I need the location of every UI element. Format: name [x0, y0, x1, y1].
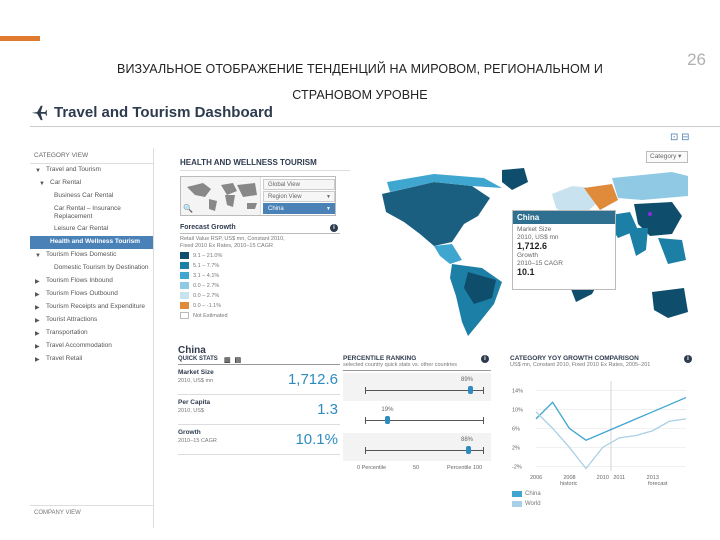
- sidebar-item-label: Health and Wellness Tourism: [50, 238, 141, 245]
- sidebar-item-car-rental[interactable]: [30, 177, 153, 190]
- legend-item: [180, 291, 340, 300]
- export-icon[interactable]: ⊡ ⊟: [670, 132, 690, 143]
- quick-stat-value: 10.1%: [295, 431, 338, 448]
- percentile-axis-max: Percentile 100: [447, 465, 483, 471]
- info-icon[interactable]: i: [330, 224, 338, 232]
- percentile-track: [365, 450, 483, 451]
- china-popup: [512, 210, 616, 290]
- chart-toggle-icon[interactable]: ▥ ▤: [224, 357, 243, 364]
- y-tick-label: 14%: [512, 388, 524, 395]
- yoy-line-chart[interactable]: [510, 375, 688, 485]
- percentile-row: [343, 433, 491, 461]
- china-popup-title: China: [513, 211, 615, 224]
- sidebar-item-label: Travel and Tourism: [46, 166, 101, 173]
- percentile-track: [365, 390, 483, 391]
- mini-map-graphic: [181, 177, 261, 215]
- map-marker-china: [648, 212, 652, 216]
- legend-label: 9.1 – 21.0%: [193, 252, 223, 259]
- sidebar-header: CATEGORY VIEW: [30, 148, 153, 164]
- sidebar-item-label: Tourism Flows Inbound: [46, 277, 113, 284]
- popup-size-label: Market Size: [517, 226, 552, 233]
- legend-label: 3.1 – 4.1%: [193, 272, 220, 279]
- sidebar-item-label: Domestic Tourism by Destination: [54, 264, 149, 271]
- legend-swatch: [180, 282, 189, 289]
- legend-item: [512, 489, 541, 499]
- legend-item: [512, 499, 541, 509]
- popup-growth-value: 10.1: [517, 267, 535, 277]
- chevron-right-icon: ▶: [35, 331, 40, 337]
- sidebar-item-label: Car Rental – Insurance Replacement: [54, 205, 121, 220]
- forecast-label: forecast: [648, 481, 668, 487]
- dashboard-title: Travel and Tourism Dashboard: [54, 103, 273, 121]
- yoy-title: CATEGORY YOY GROWTH COMPARISON i: [510, 355, 688, 362]
- percentile-track-end: [483, 417, 484, 424]
- view-selector: [263, 179, 335, 215]
- magnifier-icon[interactable]: 🔍: [183, 204, 193, 213]
- percentile-track-start: [365, 447, 366, 454]
- slide-title-line1: ВИЗУАЛЬНОЕ ОТОБРАЖЕНИЕ ТЕНДЕНЦИЙ НА МИРОВОМ, РЕГИОНАЛЬНОМ И: [117, 62, 603, 76]
- chevron-right-icon: ▶: [35, 357, 40, 363]
- chevron-right-icon: ▶: [35, 292, 40, 298]
- popup-growth-label: Growth: [517, 252, 538, 259]
- percentile-row: [343, 373, 491, 401]
- chevron-right-icon: ▶: [35, 344, 40, 350]
- chevron-down-icon: ▼: [39, 181, 45, 187]
- quick-stat-value: 1,712.6: [287, 371, 338, 388]
- chevron-down-icon: ▼: [35, 168, 41, 174]
- quick-stats-subtitle: QUICK STATS ▥ ▤: [178, 356, 340, 365]
- legend-item: [180, 281, 340, 290]
- percentile-label: 88%: [461, 437, 474, 443]
- view-option-global[interactable]: Global View: [263, 179, 335, 190]
- info-icon[interactable]: i: [684, 355, 692, 363]
- forecast-note: Retail Value RSP, US$ mn, Constant 2010, Fixed 2010 Ex Rates, 2010–15 CAGR: [180, 236, 285, 249]
- percentile-track-start: [365, 417, 366, 424]
- legend-swatch: [180, 312, 189, 319]
- legend-item: [180, 261, 340, 270]
- category-sidebar: [30, 148, 154, 528]
- sidebar-item-label: Tourist Attractions: [46, 316, 98, 323]
- sidebar-item-label: Travel Accommodation: [46, 342, 112, 349]
- sidebar-item-label: Business Car Rental: [54, 192, 114, 199]
- legend-label: 0.0 – -1.1%: [193, 302, 222, 309]
- view-option-country[interactable]: China ▼: [263, 203, 335, 214]
- sidebar-item-transportation[interactable]: [30, 327, 153, 340]
- chevron-down-icon[interactable]: ▼: [326, 194, 331, 200]
- sidebar-item-health-wellness[interactable]: [30, 236, 153, 249]
- legend-swatch: [180, 292, 189, 299]
- china-popup-body: [513, 224, 615, 280]
- yoy-legend: [512, 489, 541, 509]
- x-tick-label: 2013: [646, 475, 659, 481]
- sidebar-item-travel-retail[interactable]: [30, 353, 153, 366]
- dashboard-header: [30, 100, 273, 124]
- sidebar-item-label: Car Rental: [50, 179, 82, 186]
- percentile-label: 19%: [381, 407, 394, 413]
- header-divider: [30, 126, 720, 127]
- popup-size-unit: 2010, US$ mn: [517, 233, 559, 241]
- sidebar-item-leisure-car-rental[interactable]: [30, 223, 153, 236]
- map-title-divider: [180, 170, 350, 171]
- x-tick-label: 2011: [613, 475, 626, 481]
- accent-bar: [0, 36, 40, 41]
- forecast-title: Forecast Growth i: [180, 224, 340, 234]
- legend-item: [180, 271, 340, 280]
- map-section-title: HEALTH AND WELLNESS TOURISM: [180, 158, 317, 167]
- sidebar-item-tourist-attractions[interactable]: [30, 314, 153, 327]
- sidebar-item-label: Tourism Flows Outbound: [46, 290, 118, 297]
- chevron-right-icon: ▶: [35, 318, 40, 324]
- quick-stat-unit: 2010–15 CAGR: [178, 438, 217, 444]
- quick-stat-label: Per Capita: [178, 399, 211, 406]
- sidebar-item-label: Transportation: [46, 329, 88, 336]
- quick-stat-label: Growth: [178, 429, 201, 436]
- historic-label: historic: [560, 481, 578, 487]
- mini-map[interactable]: [181, 177, 261, 215]
- percentile-title: PERCENTILE RANKING i: [343, 355, 491, 362]
- sidebar-item-receipts-expenditure[interactable]: [30, 301, 153, 314]
- view-option-region[interactable]: Region View ▼: [263, 191, 335, 202]
- sidebar-item-label: Tourism Receipts and Expenditure: [46, 303, 145, 310]
- quick-stat-row: [178, 367, 340, 395]
- sidebar-item-label: Travel Retail: [46, 355, 83, 362]
- percentile-ranking-panel: [343, 345, 491, 479]
- legend-swatch: [512, 491, 522, 497]
- legend-swatch: [512, 501, 522, 507]
- slide-number: 26: [687, 50, 706, 69]
- percentile-row: [343, 403, 491, 431]
- sidebar-item-travel-accommodation[interactable]: [30, 340, 153, 353]
- legend-label: 5.1 – 7.7%: [193, 262, 220, 269]
- chevron-right-icon: ▶: [35, 279, 40, 285]
- quick-stat-unit: 2010, US$ mn: [178, 378, 214, 384]
- quick-stat-label: Market Size: [178, 369, 214, 376]
- percentile-label: 89%: [461, 377, 474, 383]
- sidebar-item-tourism-flows-domestic[interactable]: [30, 249, 153, 262]
- percentile-track-end: [483, 387, 484, 394]
- quick-stats-country: China: [178, 345, 206, 356]
- yoy-growth-panel: [510, 345, 688, 525]
- percentile-track-start: [365, 387, 366, 394]
- y-tick-label: 6%: [512, 426, 520, 433]
- legend-label: Not Estimated: [193, 312, 228, 319]
- chevron-down-icon[interactable]: ▼: [326, 206, 331, 212]
- legend-swatch: [180, 272, 189, 279]
- info-icon[interactable]: i: [481, 355, 489, 363]
- sidebar-item-business-car-rental[interactable]: [30, 190, 153, 203]
- airplane-icon: [30, 103, 48, 121]
- percentile-axis-mid: 50: [413, 465, 420, 471]
- legend-label: 0.0 – 2.7%: [193, 292, 220, 299]
- percentile-marker[interactable]: [385, 416, 390, 424]
- chevron-right-icon: ▶: [35, 305, 40, 311]
- percentile-marker[interactable]: [468, 386, 473, 394]
- x-tick-label: 2008: [563, 475, 576, 481]
- forecast-legend-list: [180, 251, 340, 320]
- popup-size-value: 1,712.6: [517, 241, 548, 251]
- sidebar-item-label: Tourism Flows Domestic: [46, 251, 117, 258]
- category-dropdown[interactable]: Category ▾: [646, 151, 688, 163]
- percentile-axis-min: 0 Percentile: [357, 465, 387, 471]
- yoy-subtitle: US$ mn, Constant 2010, Fixed 2010 Ex Rates, 2005–201: [510, 362, 651, 368]
- legend-item: [180, 311, 340, 320]
- percentile-rows: [343, 373, 491, 461]
- sidebar-item-domestic-by-destination[interactable]: [30, 262, 153, 275]
- percentile-subtitle: selected country quick stats vs. other countries: [343, 362, 491, 371]
- quick-stat-row: [178, 427, 340, 455]
- slide-title-line2: СТРАНОВОМ УРОВНЕ: [292, 88, 428, 102]
- sidebar-item-car-rental-insurance[interactable]: [30, 203, 153, 223]
- legend-label: World: [525, 501, 541, 507]
- sidebar-footer-company-view[interactable]: COMPANY VIEW: [30, 505, 154, 520]
- legend-swatch: [180, 262, 189, 269]
- y-tick-label: 2%: [512, 445, 520, 452]
- percentile-marker[interactable]: [466, 446, 471, 454]
- forecast-growth-legend: [180, 224, 340, 328]
- chevron-down-icon: ▼: [35, 253, 41, 259]
- quick-stat-unit: 2010, US$: [178, 408, 204, 414]
- legend-swatch: [180, 252, 189, 259]
- quick-stat-row: [178, 397, 340, 425]
- sidebar-item-label: Leisure Car Rental: [54, 225, 109, 232]
- sidebar-item-travel-and-tourism[interactable]: [30, 164, 153, 177]
- percentile-axis: [343, 463, 491, 473]
- legend-label: China: [525, 491, 541, 497]
- y-tick-label: -2%: [512, 464, 522, 471]
- x-tick-label: 2010: [596, 475, 609, 481]
- x-tick-label: 2006: [530, 475, 543, 481]
- y-tick-label: 10%: [512, 407, 524, 414]
- sidebar-item-tourism-flows-inbound[interactable]: [30, 275, 153, 288]
- popup-growth-unit: 2010–15 CAGR: [517, 259, 563, 267]
- quick-stats-panel: [178, 345, 340, 465]
- percentile-track: [365, 420, 483, 421]
- region-selector: [180, 176, 336, 216]
- legend-swatch: [180, 302, 189, 309]
- sidebar-item-tourism-flows-outbound[interactable]: [30, 288, 153, 301]
- quick-stat-value: 1.3: [317, 401, 338, 418]
- legend-item: [180, 301, 340, 310]
- legend-item: [180, 251, 340, 260]
- legend-label: 0.0 – 2.7%: [193, 282, 220, 289]
- percentile-track-end: [483, 447, 484, 454]
